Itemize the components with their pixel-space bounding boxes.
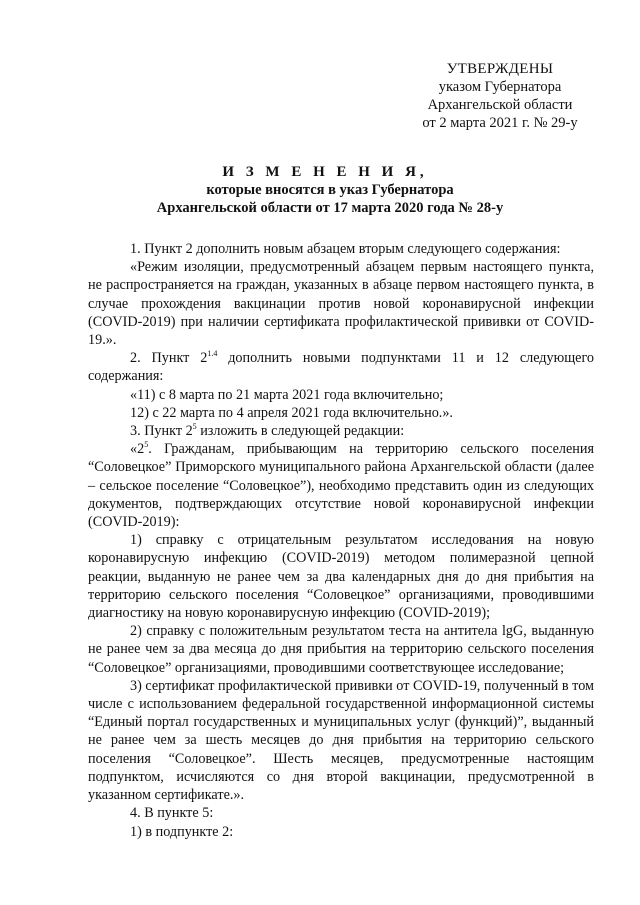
paragraph-point-2-5-end: . Гражданам, прибывающим на территорию сельского поселения “Соловецкое” Приморского муниципального района Архангельской области (далее – сельское поселение “Соловецкое”), необходимо представить один из следующих документов, подтверждающих отсутствие новой коронавирусной инфекции (COVID-2019): [88, 441, 594, 531]
paragraph-document-2: 2) справку с положительным результатом теста на антитела lgG, выданную не ранее чем за два месяца до дня прибытия на территорию сельского поселения “Соловецкое” организациями, проводившими соответствующее исследование; [88, 623, 594, 676]
paragraph-point-2-5-start: «2 [130, 441, 145, 458]
superscript: 1.4 [207, 349, 218, 359]
superscript: 5 [144, 440, 149, 450]
paragraph-document-1: 1) справку с отрицательным результатом исследования на новую коронавирусную инфекцию (COVID-2019) методом полимеразной цепной реакции, выданную не ранее чем за два календарных дня до дня прибытия на территорию сельского поселения “Соловецкое” организациями, проводившими диагностику на новую коронавирусную инфекцию (COVID-2019); [88, 532, 594, 622]
approval-region: Архангельской области [427, 97, 573, 113]
paragraph-item-3-end: изложить в следующей редакции: [196, 423, 405, 440]
superscript: 5 [192, 422, 197, 432]
paragraph-quote-isolation: «Режим изоляции, предусмотренный абзацем первым настоящего пункта, не распространяется на граждан, указанных в абзаце первом настоящего пункта, в случае прохождения вакцинации против новой коронавирусной инфекции (COVID-2019) при наличии сертификата профилактической прививки от COVID-19.». [88, 259, 594, 349]
paragraph-item-1: 1. Пункт 2 дополнить новым абзацем вторым следующего содержания: [130, 241, 561, 257]
approval-authority: указом Губернатора [438, 79, 562, 95]
paragraph-point-2-5 [88, 440, 594, 531]
paragraph-subitem-1: 1) в подпункте 2: [130, 823, 234, 840]
paragraph-subitem-12: 12) с 22 марта по 4 апреля 2021 года включительно.». [130, 404, 453, 421]
paragraph-item-2-start: 2. Пункт 2 [130, 350, 208, 367]
approval-block [400, 60, 600, 132]
paragraph-document-3: 3) сертификат профилактической прививки от COVID-19, полученный в том числе с использованием федеральной государственной информационной системы “Единый портал государственных и муниципальных услуг (функций)”, выданный не ранее чем за шесть месяцев до дня прибытия на территорию сельского поселения “Соловецкое”. Шесть месяцев, предусмотренные настоящим подпунктом, исчисляются со дня второй вакцинации, предусмотренной в указанном сертификате.». [88, 677, 594, 804]
paragraph-item-2 [88, 349, 594, 385]
paragraph-item-3 [88, 422, 594, 440]
approval-status: УТВЕРЖДЕНЫ [446, 61, 554, 77]
paragraph-subitem-11: «11) с 8 марта по 21 марта 2021 года включительно; [130, 386, 444, 403]
document-heading [0, 163, 640, 217]
document-title: И З М Е Н Е Н И Я, [222, 164, 428, 180]
paragraph-item-2-end: дополнить новыми подпунктами 11 и 12 следующего содержания: [88, 350, 595, 385]
document-subtitle-line2: Архангельской области от 17 марта 2020 года № 28-у [156, 200, 504, 216]
document-body [88, 240, 594, 841]
paragraph-item-3-start: 3. Пункт 2 [130, 423, 193, 440]
paragraph-item-4: 4. В пункте 5: [130, 805, 214, 822]
document-subtitle-line1: которые вносятся в указ Губернатора [206, 182, 454, 198]
approval-date: от 2 марта 2021 г. № 29-у [422, 115, 578, 131]
